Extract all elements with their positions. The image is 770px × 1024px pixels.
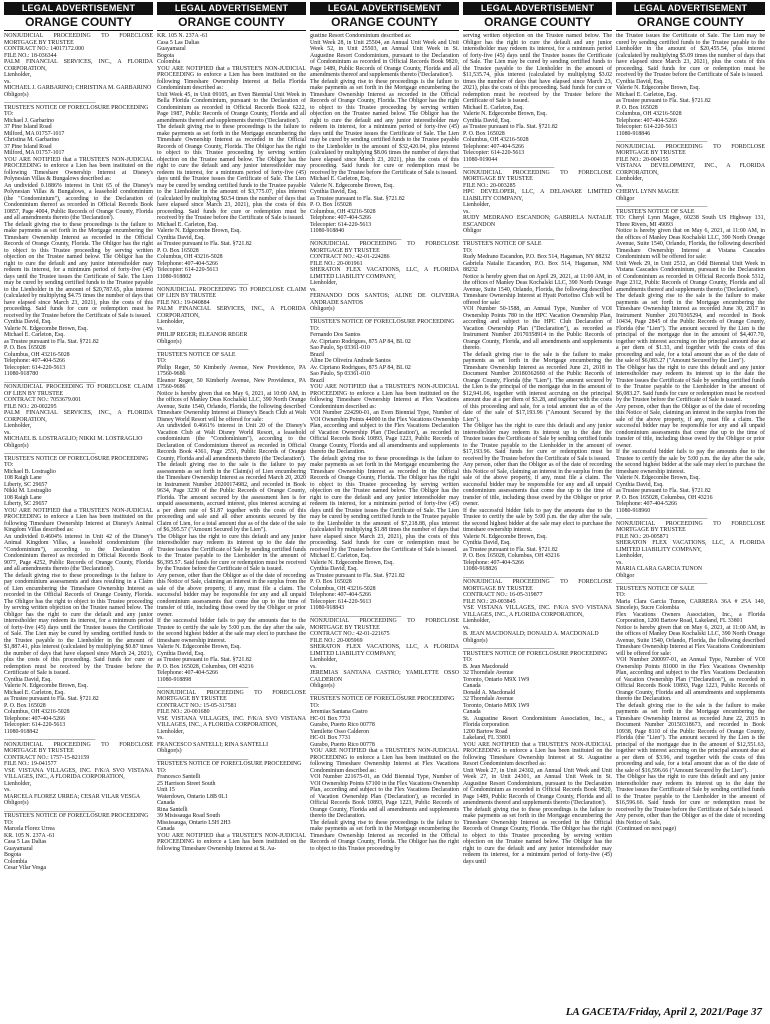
column-header: LEGAL ADVERTISEMENT bbox=[4, 2, 153, 15]
column-body bbox=[463, 33, 612, 994]
column-4 bbox=[463, 2, 612, 994]
column-body bbox=[4, 33, 153, 994]
column-2 bbox=[157, 2, 306, 994]
column-text: the Trustee issues the Certificate of Sale. The Lien may be cured by sending certified funds to the Trustee payable to the Lienholder in the amount of $20,455.54, plus interest (calculated by multiplying $5.09 times the number of days that have elapsed since March 23, 2021), plus the costs of this proceeding. Said funds for cure or redemption must be received by the Trustee before the Certificate of Sale is issued. Cynthia David, Esq. Valerie N. Edgecombe Brown, Esq. Michael E. Carleton, Esq. as Trustee pursuant to Fla. Stat. §721.82 P. O. Box 165028 Columbus, OH 43216-5028 Telephone: 407-404-5266 Telecopier: 614-220-5613 11080-918846 _______________________________ NONJUDICIAL PROCEEDING TO FORECLOSE MORTGAGE BY TRUSTEE FILE NO.: 20-004155 VISTANA DEVELOPMENT, INC., A FLORIDA CORPORATION, Lienholder, vs. CHERYL LYNN MAGEE Obligor _______________________________ TRUSTEE'S NOTICE OF SALE TO: Cheryl Lynn Magee, 60238 South US Highway 131, Three Rivers, MI 49093 Notice is hereby given that on May 6, 2021, at 11:00 AM, in the offices of Manley Deas Kochalski LLC, 390 North Orange Avenue, Suite 1540, Orlando, Florida, the following described Timeshare Ownership Interest at Vistana Cascades Condominium will be offered for sale: Unit Week 29, in Unit 2512, an Odd Biennial Unit Week in Vistana Cascades Condominium, pursuant to the Declaration of Condominium as recorded in Official Records Book 5312, Page 2312, Public Records of Orange County, Florida and all amendments thereof and supplements thereto ('Declaration'). The default giving rise to the sale is the failure to make payments as set forth in the Mortgage encumbering the Timeshare Ownership Interest as recorded June 30, 2017 in Instrument Number 20170365294, and recorded in Book 10434, Page 2845 of the Public Records of Orange County, Florida (the "Lien"). The amount secured by the Lien is the principal of the mortgage due in the amount of $4,407.70, together with interest accruing on the principal amount due at a per diem of $1.33, and together with the costs of this proceeding and sale, for a total amount due as of the date of the sale of $6,083.27 ("Amount Secured by the Lien"). The Obligor has the right to cure this default and any junior interestholder may redeem its interest up to the date the Trustee issues the Certificate of Sale by sending certified funds to the Trustee payable to the Lienholder in the amount of $6,083.27. Said funds for cure or redemption must be received by the Trustee before the Certificate of Sale is issued. Any person, other than the Obligor as of the date of recording this Notice of Sale, claiming an interest in the surplus from the sale of the above property, if any, must file a claim. The successful bidder may be responsible for any and all unpaid condominium assessments that come due up to the time of transfer of title, including those owed by the Obligor or prior owner. If the successful bidder fails to pay the amounts due to the Trustee to certify the sale by 5:00 p.m. the day after the sale, the second highest bidder at the sale may elect to purchase the timeshare ownership interest. Valerie N. Edgecombe Brown, Esq. Cynthia David, Esq. as Trustee pursuant to Fla. Stat. §721.82 P. O. Box 165028, Columbus, OH 43216 Telephone: 407-404-5266 11080-918960 _______________________________ NONJUDICIAL PROCEEDING TO FORECLOSE MORTGAGE BY TRUSTEE FILE NO.: 20-005871 SHERATON FLEX VACATIONS, LLC, A FLORIDA LIMITED LIABILITY COMPANY, Lienholder, vs. MARIA CLARA GARCIA TUNON Obligor _______________________________ TRUSTEE'S NOTICE OF SALE TO: Maria Clara Garcia Tunon, CARRERA 36A # 25A 140, Sincelejo, Sucre Colombia Flex Vacations Owners Association, Inc., a Florida Corporation, 1200 Bartow Road, Lakeland, FL 33801 Notice is hereby given that on May 6, 2021, at 11:00 AM, in the offices of Manley Deas Kochalski LLC, 390 North Orange Avenue, Suite 1540, Orlando, Florida, the following described Timeshare Ownership Interest at Flex Vacations Condominium will be offered for sale: VOI Number 200097-01, an Annual Type, Number of VOI Ownership Points 81000 in the Flex Vacations Ownership Plan, according and subject to the Flex Vacations Declaration of Vacation Ownership Plan ("Declaration"), as recorded in Official Records Book 10893, Page 1223, Public Records of Orange County, Florida and all amendments and supplements thereto the Declaration. The default giving rise to the sale is the failure to make payments as set forth in the Mortgage encumbering the Timeshare Ownership Interest as recorded June 22, 2015 in Document Number 20150318673, and recorded in Book 10938, Page 8110 of the Public Records of Orange County, Florida (the "Lien"). The amount secured by the Lien is the principal of the mortgage due in the amount of $12,551.63, together with interest accruing on the principal amount due at a per diem of $3.96, and together with the costs of this proceeding and sale, for a total amount due as of the date of the sale of $16,596.66 ("Amount Secured by the Lien"). The Obligor has the right to cure this default and any junior interestholder may redeem its interest up to the date the Trustee issues the Certificate of Sale by sending certified funds to the Trustee payable to the Lienholder in the amount of $16,596.66. Said funds for cure or redemption must be received by the Trustee before the Certificate of Sale is issued. Any person, other than the Obligor as of the date of recording this Notice of Sale, (Continued on next page) bbox=[616, 33, 765, 832]
page-footer: LA GACETA/Friday, April 2, 2021/Page 37 bbox=[565, 1006, 762, 1018]
column-5 bbox=[616, 2, 765, 994]
column-1 bbox=[4, 2, 153, 994]
column-text: gustine Resort Condominium described as: Unit Week 28, in Unit 25504, an Annual Unit Week and Unit Week 52, in Unit 25503, an Annual Unit Week in St. Augustine Resort Condominium, pursuant to the Declaration of Condominium as recorded in Official Records Book 9820, Page 1489, Public Records of Orange County, Florida and all amendments thereof and supplements thereto ('Declaration'). The default giving rise to these proceedings is the failure to make payments as set forth in the Mortgage encumbering the Timeshare Ownership Interest as recorded in the Official Records of Orange County, Florida. The Obligor has the right to object to this Trustee proceeding by serving written objection on the Trustee named below. The Obligor has the right to cure the default and any junior interestholder may redeem its interest, for a minimum period of forty-five (45) days until the Trustee issues the Certificate of Sale. The Lien may be cured by sending certified funds to the Trustee payable to the Lienholder in the amount of $32,420.04, plus interest (calculated by multiplying $8.06 times the number of days that have elapsed since March 23, 2021), plus the costs of this proceeding. Said funds for cure or redemption must be received by the Trustee before the Certificate of Sale is issued. Michael E. Carleton, Esq. Valerie N. Edgecombe Brown, Esq. Cynthia David, Esq. as Trustee pursuant to Fla. Stat. §721.82 P. O. Box 165028 Columbus, OH 43216-5028 Telephone: 407-404-5266 Telecopier: 614-220-5613 11080-918840 _______________________________ NONJUDICIAL PROCEEDING TO FORECLOSE MORTGAGE BY TRUSTEE CONTRACT NO.: 42-01-224286 FILE NO.: 20-001961 SHERATON FLEX VACATIONS, LLC, A FLORIDA LIMITED LIABILITY COMPANY, Lienholder, vs. FERNANDO DOS SANTOS; ALINE DE OLIVEIRA ANDRADE SANTOS Obligor(s) _______________________________ TRUSTEE'S NOTICE OF FORECLOSURE PROCEEDING TO: Fernando Dos Santos Av. Cipriano Rodrigues, 875 AP 84, BL 02 Sao Paulo, Sp 03361-010 Brazil Aline De Oliveira Andrade Santos Av. Cipriano Rodrigues, 875 AP 84, BL 02 Sao Paulo, Sp 03361-010 Brazil YOU ARE NOTIFIED that a TRUSTEE'S NON-JUDICIAL PROCEEDING to enforce a Lien has been instituted on the following Timeshare Ownership Interest at Flex Vacations Condominium described as: VOI Number 224290-01, an Even Biennial Type, Number of VOI Ownership Points 44000 in the Flex Vacations Ownership Plan, according and subject to the Flex Vacations Declaration of Vacation Ownership Plan ('Declaration'), as recorded in Official Records Book 10893, Page 1223, Public Records of Orange County, Florida and all amendments and supplements thereto the Declaration. The default giving rise to these proceedings is the failure to make payments as set forth in the Mortgage encumbering the Timeshare Ownership Interest as recorded in the Official Records of Orange County, Florida. The Obligor has the right to object to this Trustee proceeding by serving written objection on the Trustee named below. The Obligor has the right to cure the default and any junior interestholder may redeem its interest, for a minimum period of forty-five (45) days until the Trustee issues the Certificate of Sale. The Lien may be cured by sending certified funds to the Trustee payable to the Lienholder in the amount of $7,218.88, plus interest (calculated by multiplying $1.88 times the number of days that have elapsed since March 23, 2021), plus the costs of this proceeding. Said funds for cure or redemption must be received by the Trustee before the Certificate of Sale is issued. Michael E. Carleton, Esq. Valerie N. Edgecombe Brown, Esq. Cynthia David, Esq. as Trustee pursuant to Fla. Stat. §721.82 P. O. Box 165028 Columbus, OH 43216-5028 Telephone: 407-404-5266 Telecopier: 614-220-5613 11080-918843 _______________________________ NONJUDICIAL PROCEEDING TO FORECLOSE MORTGAGE BY TRUSTEE CONTRACT NO.: 42-01-221675 FILE NO.: 20-005969 SHERATON FLEX VACATIONS, LLC, A FLORIDA LIMITED LIABILITY COMPANY, Lienholder, vs. JEREMIAS SANTANA CASTRO; YAMILETTE OSSO CALDERON Obligor(s) _______________________________ TRUSTEE'S NOTICE OF FORECLOSURE PROCEEDING TO: Jeremias Santana Castro HC-01 Box 7731 Gurabo, Puerto Rico 00778 Yamilette Osso Calderon HC-01 Box 7731 Gurabo, Puerto Rico 00778 YOU ARE NOTIFIED that a TRUSTEE'S NON-JUDICIAL PROCEEDING to enforce a Lien has been instituted on the following Timeshare Ownership Interest at Flex Vacations Condominium described as: VOI Number 221675-01, an Odd Biennial Type, Number of VOI Ownership Points 67100 in the Flex Vacations Ownership Plan, according and subject to the Flex Vacations Declaration of Vacation Ownership Plan ('Declaration'), as recorded in Official Records Book 10893, Page 1223, Public Records of Orange County, Florida and all amendments and supplements thereto the Declaration. The default giving rise to these proceedings is the failure to make payments as set forth in the Mortgage encumbering the Timeshare Ownership Interest as recorded in the Official Records of Orange County, Florida. The Obligor has the right to object to this Trustee proceeding by bbox=[310, 33, 459, 852]
column-subheader: ORANGE COUNTY bbox=[463, 15, 612, 31]
column-subheader: ORANGE COUNTY bbox=[616, 15, 765, 31]
column-header: LEGAL ADVERTISEMENT bbox=[310, 2, 459, 15]
column-subheader: ORANGE COUNTY bbox=[157, 15, 306, 31]
column-text: KR. 105 N. 237A -61 Casa 5 Las Dalias Guayamaral Bogota Colombia YOU ARE NOTIFIED that a TRUSTEE'S NON-JUDICIAL PROCEEDING to enforce a Lien has been instituted on the following Timeshare Ownership Interest at Bella Florida Condominium described as: Unit Week 45, in Unit 09105, an Even Biennial Unit Week in Bella Florida Condominium, pursuant to the Declaration of Condominium as recorded in Official Records Book 6222, Page 1987, Public Records of Orange County, Florida and all amendments thereof and supplements thereto ('Declaration'). The default giving rise to these proceedings is the failure to make payments as set forth in the Mortgage encumbering the Timeshare Ownership Interest as recorded in the Official Records of Orange County, Florida. The Obligor has the right to object to this Trustee proceeding by serving written objection on the Trustee named below. The Obligor has the right to cure the default and any junior interestholder may redeem its interest, for a minimum period of forty-five (45) days until the Trustee issues the Certificate of Sale. The Lien may be cured by sending certified funds to the Trustee payable to the Lienholder in the amount of $3,775.07, plus interest (calculated by multiplying $0.54 times the number of days that have elapsed since March 23, 2021), plus the costs of this proceeding. Said funds for cure or redemption must be received by the Trustee before the Certificate of Sale is issued. Michael E. Carleton, Esq. Valerie N. Edgecombe Brown, Esq. Cynthia David, Esq. as Trustee pursuant to Fla. Stat. §721.82 P. O. Box 165028 Columbus, OH 43216-5028 Telephone: 407-404-5266 Telecopier: 614-220-5613 11080-918802 _______________________________ NONJUDICIAL PROCEEDING TO FORECLOSE CLAIM OF LIEN BY TRUSTEE FILE NO.: 19-040884 PALM FINANCIAL SERVICES, INC., A FLORIDA CORPORATION, Lienholder, vs. PHILIP REGER; ELEANOR REGER Obligor(s) _______________________________ TRUSTEE'S NOTICE OF SALE TO: Philip Reger, 50 Kimberly Avenue, New Providence, PA 17560-9686 Eleanor Reger, 50 Kimberly Avenue, New Providence, PA 17560-9686 Notice is hereby given that on May 6, 2021, at 10:00 AM, in the offices of Manley Deas Kochalski LLC, 390 North Orange Avenue, Suite 1540, Orlando, Florida, the following described Timeshare Ownership Interest at Disney's Beach Club at Walt Disney World Resort will be offered for sale: An undivided 0.4661% interest in Unit 20 of the Disney's Vacation Club at Walt Disney World Resort, a leasehold condominium (the "Condominium"), according to the Declaration of Condominium thereof as recorded in Official Records Book 4361, Page 2551, Public Records of Orange County, Florida and all amendments thereto (the 'Declaration'). The default giving rise to the sale is the failure to pay assessments as set forth in the Claim(s) of Lien encumbering the Timeshare Ownership Interest as recorded March 20, 2020 in Instrument Number 20200174982, and recorded in Book 9634, Page 3230 of the Public Records of Orange County, Florida. The amount secured by the assessment lien is for unpaid assessments, accrued interest, plus interest accruing at a per diem rate of $1.87 together with the costs of this proceeding and sale and all other amounts secured by the Claim of Lien, for a total amount due as of the date of the sale of $6,395.57 ("Amount Secured by the Lien"). The Obligor has the right to cure this default and any junior interestholder may redeem its interest up to the date the Trustee issues the Certificate of Sale by sending certified funds to the Trustee payable to the Lienholder in the amount of $6,395.57. Said funds for cure or redemption must be received by the Trustee before the Certificate of Sale is issued. Any person, other than the Obligor as of the date of recording this Notice of Sale, claiming an interest in the surplus from the sale of the above property, if any, must file a claim. The successful bidder may be responsible for any and all unpaid condominium assessments that come due up to the time of transfer of title, including those owed by the Obligor or prior owner. If the successful bidder fails to pay the amounts due to the Trustee to certify the sale by 5:00 p.m. the day after the sale, the second highest bidder at the sale may elect to purchase the timeshare ownership interest. Valerie N. Edgecombe Brown, Esq. Cynthia David, Esq. as Trustee pursuant to Fla. Stat. §721.82 P. O. Box 165028, Columbus, OH 43216 Telephone: 407-404-5266 11080-918898 _______________________________ NONJUDICIAL PROCEEDING TO FORECLOSE MORTGAGE BY TRUSTEE CONTRACT NO.: 15-05-317581 FILE NO.: 20-001680 VSE VISTANA VILLAGES, INC. F/K/A SVO VISTANA VILLAGES, INC., A FLORIDA CORPORATION, Lienholder, vs. FRANCESCO SANTELLI; RINA SANTELLI Obligor(s) _______________________________ TRUSTEE'S NOTICE OF FORECLOSURE PROCEEDING TO: Francesco Santelli 25 Harrison Street South Unit 15 Waterdown, Ontario L8B 0L1 Canada Rina Santelli 39 Misissauga Road South Mississauga, Ontario L5H 2H3 Canada YOU ARE NOTIFIED that a TRUSTEE'S NON-JUDICIAL PROCEEDING to enforce a Lien has been instituted on the following Timeshare Ownership Interest at St. Au- bbox=[157, 33, 306, 852]
column-text: NONJUDICIAL PROCEEDING TO FORECLOSE MORTGAGE BY TRUSTEE CONTRACT NO.: 14017172.000 FILE NO.: 18-036344 PALM FINANCIAL SERVICES, INC., A FLORIDA CORPORATION, Lienholder, vs. MICHAEL J. GARBARINO; CHRISTINA M. GARBARINO Obligor(s) _______________________________ TRUSTEE'S NOTICE OF FORECLOSURE PROCEEDING TO: Michael J. Garbarino 37 Pine Island Road Milford, MA 01757-1017 Christina M. Garbarino 37 Pine Island Road Milford, MA 01757-1017 YOU ARE NOTIFIED that a TRUSTEE'S NON-JUDICIAL PROCEEDING to enforce a Lien has been instituted on the following Timeshare Ownership Interest at Disney's Polynesian Villas & Bungalows described as: An undivided 0.1886% interest in Unit 65 of the Disney's Polynesian Villas & Bungalows, a leasehold condominium (the "Condominium"), according to the Declaration of Condominium thereof as recorded in Official Records Book 10857, Page 4004, Public Records of Orange County, Florida and all amendments thereto (the 'Declaration'). The default giving rise to these proceedings is the failure to make payments as set forth in the Mortgage encumbering the Timeshare Ownership Interest as recorded in the Official Records of Orange County, Florida. The Obligor has the right to object to this Trustee proceeding by serving written objection on the Trustee named below. The Obligor has the right to cure the default and any junior interestholder may redeem its interest, for a minimum period of forty-five (45) days until the Trustee issues the Certificate of Sale. The Lien may be cured by sending certified funds to the Trustee payable to the Lienholder in the amount of $20,787.65, plus interest (calculated by multiplying $4.75 times the number of days that have elapsed since March 23, 2021), plus the costs of this proceeding. Said funds for cure or redemption must be received by the Trustee before the Certificate of Sale is issued. Cynthia David, Esq. Valerie N. Edgecombe Brown, Esq. Michael E. Carleton, Esq. as Trustee pursuant to Fla. Stat. §721.82 P. O. Box 165028 Columbus, OH 43216-5028 Telephone: 407-404-5266 Telecopier: 614-220-5613 11080-918780 _______________________________ NONJUDICIAL PROCEEDING TO FORECLOSE CLAIM OF LIEN BY TRUSTEE CONTRACT NO.: 7053679.001 FILE NO.: 20-002295 PALM FINANCIAL SERVICES, INC., A FLORIDA CORPORATION, Lienholder, vs. MICHAEL B. LOSTRAGLIO; NIKKI M. LOSTRAGLIO Obligor(s) _______________________________ TRUSTEE'S NOTICE OF FORECLOSURE PROCEEDING TO: Michael B. Lostraglio 108 Raigh Lane Liberty, SC 29657 Nikki M. Lostraglio 108 Raigh Lane Liberty, SC 29657 YOU ARE NOTIFIED that a TRUSTEE'S NON-JUDICIAL PROCEEDING to enforce a Lien has been instituted on the following Timeshare Ownership Interest at Disney's Animal Kingdom Villas described as: An undivided 0.4604% interest in Unit 42 of the Disney's Animal Kingdom Villas, a leasehold condominium (the "Condominium"), according to the Declaration of Condominium thereof as recorded in Official Records Book 9077, Page 4252, Public Records of Orange County, Florida and all amendments thereto (the 'Declaration'). The default giving rise to these proceedings is the failure to pay condominium assessments and dues resulting in a Claim of Lien encumbering the Timeshare Ownership Interest as recorded in the Official Records of Orange County, Florida. The Obligor has the right to object to this Trustee proceeding by serving written objection on the Trustee named below. The Obligor has the right to cure the default and any junior interestholder may redeem its interest, for a minimum period of forty-five (45) days until the Trustee issues the Certificate of Sale. The Lien may be cured by sending certified funds to the Trustee payable to the Lienholder in the amount of $1,887.41, plus interest (calculated by multiplying $0.87 times the number of days that have elapsed since March 24, 2021), plus the costs of this proceeding. Said funds for cure or redemption must be received by the Trustee before the Certificate of Sale is issued. Cynthia David, Esq. Valerie N. Edgecombe Brown, Esq. Michael E. Carleton, Esq. as Trustee pursuant to Fla. Stat. §721.82 P. O. Box 165028 Columbus, OH 43216-5028 Telephone: 407-404-5266 Telecopier: 614-220-5613 11080-918842 _______________________________ NONJUDICIAL PROCEEDING TO FORECLOSE MORTGAGE BY TRUSTEE CONTRACT NO.: 1757-15-821159 FILE NO.: 19-041577 VSE VISTANA VILLAGES, INC. F/K/A SVO VISTANA VILLAGES, INC., A FLORIDA CORPORATION, Lienholder, vs. MARCELA FLOREZ URREA; CESAR VILAR VESGA Obligor(s) _______________________________ TRUSTEE'S NOTICE OF FORECLOSURE PROCEEDING TO: Marcela Florez Urrea KR. 105 N. 237A -61 Casa 5 Las Dalias Guayamaral Bogota Colombia Cesar Vilar Vesga bbox=[4, 33, 153, 871]
column-body bbox=[616, 33, 765, 994]
column-3 bbox=[310, 2, 459, 994]
column-subheader: ORANGE COUNTY bbox=[4, 15, 153, 31]
column-text: serving written objection on the Trustee named below. The Obligor has the right to cure the default and any junior interestholder may redeem its interest, for a minimum period of forty-five (45) days until the Trustee issues the Certificate of Sale. The Lien may be cured by sending certified funds to the Trustee payable to the Lienholder in the amount of $11,535.74, plus interest (calculated by multiplying $3.02 times the number of days that have elapsed since March 23, 2021), plus the costs of this proceeding. Said funds for cure or redemption must be received by the Trustee before the Certificate of Sale is issued. Michael E. Carleton, Esq. Valerie N. Edgecombe Brown, Esq. Cynthia David, Esq. as Trustee pursuant to Fla. Stat. §721.82 P. O. Box 165028 Columbus, OH 43216-5028 Telephone: 407-404-5266 Telecopier: 614-220-5613 11080-919044 _______________________________ NONJUDICIAL PROCEEDING TO FORECLOSE MORTGAGE BY TRUSTEE FILE NO.: 20-003285 HPC DEVELOPER, LLC, A DELAWARE LIMITED LIABILITY COMPANY, Lienholder, vs. RUDY MEDRANO ESCANDON; GABRIELA NATALIE ESCANDON Obligor _______________________________ TRUSTEE'S NOTICE OF SALE TO: Rudy Medrano Escandon, P.O. Box 514, Hagaman, NY 88232 Gabriela Natalie Escandon, P.O. Box 514, Hagaman, NM 88232 Notice is hereby given that on April 29, 2021, at 11:00 AM, in the offices of Manley Deas Kochalski LLC, 390 North Orange Avenue, Suite 1540, Orlando, Florida, the following described Timeshare Ownership Interest at Hyatt Portofino Club will be offered for sale: VOI Number 50-1588, an Annual Type, Number of VOI Ownership Points 780 in the HPC Vacation Ownership Plan, according and subject to the HPC Club Declaration of Vacation Ownership Plan ("Declaration"), as recorded as Instrument Number 20170358914 in the Public Records of Orange County, Florida, and all amendments and supplements thereto. The default giving rise to the sale is the failure to make payments as set forth in the Mortgage encumbering the Timeshare Ownership Interest as recorded June 21, 2018 in Document Number 20180362660 of the Public Records of Orange County, Florida (the "Lien"). The amount secured by the Lien is the principal of the mortgage due in the amount of $12,941.06, together with interest accruing on the principal amount due at a per diem of $3.28, and together with the costs of this proceeding and sale, for a total amount due as of the date of the sale of $17,193.96 ("Amount Secured by the Lien"). The Obligor has the right to cure this default and any junior interestholder may redeem its interest up to the date the Trustee issues the Certificate of Sale by sending certified funds to the Trustee payable to the Lienholder in the amount of $17,193.96. Said funds for cure or redemption must be received by the Trustee before the Certificate of Sale is issued. Any person, other than the Obligor as of the date of recording this Notice of Sale, claiming an interest in the surplus from the sale of the above property, if any, must file a claim. The successful bidder may be responsible for any and all unpaid condominium assessments that come due up to the time of transfer of title, including those owed by the Obligor or prior owner. If the successful bidder fails to pay the amounts due to the Trustee to certify the sale by 5:00 p.m. the day after the sale, the second highest bidder at the sale may elect to purchase the timeshare ownership interest. Valerie N. Edgecombe Brown, Esq. Cynthia David, Esq. as Trustee pursuant to Fla. Stat. §721.82 P. O. Box 165028, Columbus, OH 43216 Telephone: 407-404-5266 11080-918826 _______________________________ NONJUDICIAL PROCEEDING TO FORECLOSE MORTGAGE BY TRUSTEE CONTRACT NO.: 16-05-319877 FILE NO.: 20-003845 VSE VISTANA VILLAGES, INC. F/K/A SVO VISTANA VILLAGES, INC., A FLORIDA CORPORATION, Lienholder, vs. B. JEAN MACDONALD; DONALD A. MACDONALD Obligor(s) _______________________________ TRUSTEE'S NOTICE OF FORECLOSURE PROCEEDING TO: B. Jean Macdonald 32 Thorndale Avenue Toronto, Ontario M9X 1W9 Canada Donald A. Macdonald 32 Thorndale Avenue Toronto, Ontario M9X 1W9 Canada St. Augustine Resort Condominium Association, Inc., a Florida corporation 1200 Bartow Road Lakeland, FL 33801 YOU ARE NOTIFIED that a TRUSTEE'S NON-JUDICIAL PROCEEDING to enforce a Lien has been instituted on the following Timeshare Ownership Interest at St. Augustine Resort Condominium described as: Unit Week 27, in Unit 24302, an Annual Unit Week and Unit Week 27, in Unit 24301, an Annual Unit Week in St. Augustine Resort Condominium, pursuant to the Declaration of Condominium as recorded in Official Records Book 9820, Page 1489, Public Records of Orange County, Florida and all amendments thereof and supplements thereto ('Declaration'). The default giving rise to these proceedings is the failure to make payments as set forth in the Mortgage encumbering the Timeshare Ownership Interest as recorded in the Official Records of Orange County, Florida. The Obligor has the right to object to this Trustee proceeding by serving written objection on the Trustee named below. The Obligor has the right to cure the default and any junior interestholder may redeem its interest, for a minimum period of forty-five (45) days until bbox=[463, 33, 612, 865]
column-subheader: ORANGE COUNTY bbox=[310, 15, 459, 31]
column-body bbox=[310, 33, 459, 994]
page-columns bbox=[4, 2, 766, 994]
column-body bbox=[157, 33, 306, 994]
column-header: LEGAL ADVERTISEMENT bbox=[463, 2, 612, 15]
column-header: LEGAL ADVERTISEMENT bbox=[157, 2, 306, 15]
column-header: LEGAL ADVERTISEMENT bbox=[616, 2, 765, 15]
